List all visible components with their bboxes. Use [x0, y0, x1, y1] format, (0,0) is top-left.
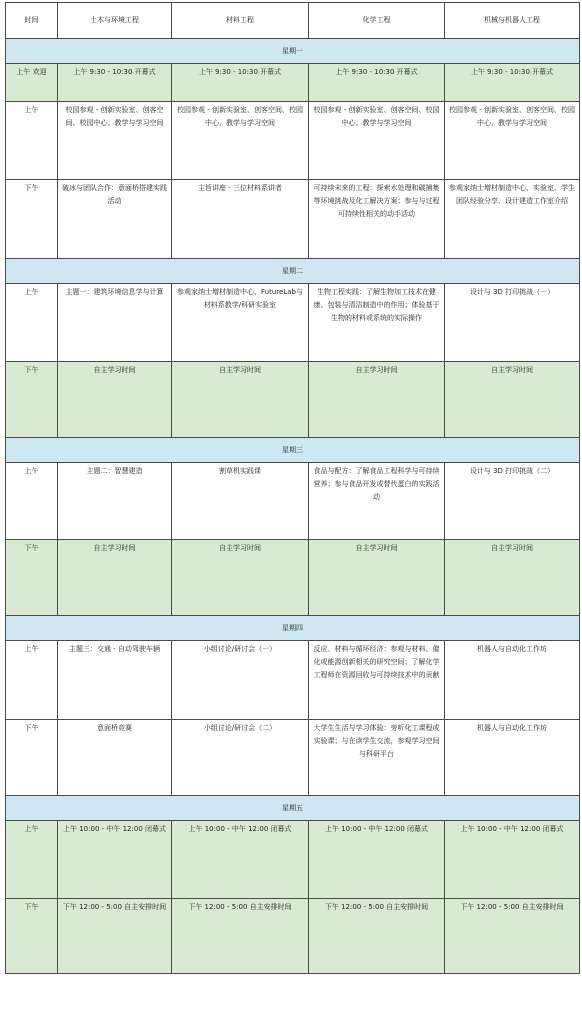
session-cell-mechanical: 校园参观 - 创新实验室、创客空间、校园中心、教学与学习空间 — [445, 102, 580, 180]
session-row — [6, 102, 580, 180]
session-cell-materials: 割草机实践课 — [172, 463, 309, 540]
header-mechanical: 机械与机器人工程 — [445, 3, 580, 39]
session-cell-chemical: 校园参观 - 创新实验室、创客空间、校园中心、教学与学习空间 — [309, 102, 445, 180]
session-cell-chemical: 反应、材料与循环经济：参观与材料、催化或能源创新相关的研究空间；了解化学工程师在资源回收与可持续技术中的贡献 — [309, 641, 445, 720]
header-row — [6, 3, 580, 39]
schedule-body — [6, 39, 580, 974]
session-cell-materials: 主旨讲座 - 三位材料系讲者 — [172, 180, 309, 259]
session-cell-mechanical: 设计与 3D 打印挑战（一） — [445, 284, 580, 362]
day-label: 星期三 — [6, 438, 580, 463]
session-time: 下午 — [6, 540, 58, 616]
session-time: 上午 — [6, 821, 58, 899]
session-row — [6, 821, 580, 899]
day-row — [6, 616, 580, 641]
session-cell-mechanical: 机器人与自动化工作坊 — [445, 641, 580, 720]
session-time: 下午 — [6, 180, 58, 259]
session-cell-chemical: 上午 10:00 - 中午 12:00 闭幕式 — [309, 821, 445, 899]
session-row — [6, 284, 580, 362]
session-cell-civil: 主题二：智慧建造 — [58, 463, 172, 540]
day-label: 星期四 — [6, 616, 580, 641]
session-cell-materials: 上午 9:30 - 10:30 开幕式 — [172, 64, 309, 102]
session-cell-mechanical: 上午 9:30 - 10:30 开幕式 — [445, 64, 580, 102]
session-cell-civil: 意面桥竞赛 — [58, 720, 172, 796]
session-time: 上午 — [6, 641, 58, 720]
session-row — [6, 362, 580, 438]
header-civil: 土木与环境工程 — [58, 3, 172, 39]
session-cell-chemical: 自主学习时间 — [309, 540, 445, 616]
session-row — [6, 180, 580, 259]
session-cell-mechanical: 机器人与自动化工作坊 — [445, 720, 580, 796]
session-cell-civil: 上午 10:00 - 中午 12:00 闭幕式 — [58, 821, 172, 899]
day-label: 星期二 — [6, 259, 580, 284]
session-cell-chemical: 生物工程实践：了解生物加工技术在健康、包装与清洁制造中的作用；体验基于生物的材料或系统的实际操作 — [309, 284, 445, 362]
header-chemical: 化学工程 — [309, 3, 445, 39]
day-row — [6, 438, 580, 463]
session-cell-materials: 校园参观 - 创新实验室、创客空间、校园中心、教学与学习空间 — [172, 102, 309, 180]
session-cell-civil: 自主学习时间 — [58, 362, 172, 438]
session-time: 下午 — [6, 899, 58, 974]
schedule-table — [5, 2, 580, 974]
session-cell-chemical: 食品与配方：了解食品工程科学与可持续营养；参与食品开发或替代蛋白的实践活动 — [309, 463, 445, 540]
session-cell-civil: 上午 9:30 - 10:30 开幕式 — [58, 64, 172, 102]
session-cell-materials: 下午 12:00 - 5:00 自主安排时间 — [172, 899, 309, 974]
session-cell-chemical: 自主学习时间 — [309, 362, 445, 438]
session-cell-civil: 校园参观 - 创新实验室、创客空间、校园中心、教学与学习空间 — [58, 102, 172, 180]
session-time: 上午 — [6, 284, 58, 362]
session-cell-mechanical: 下午 12:00 - 5:00 自主安排时间 — [445, 899, 580, 974]
session-row — [6, 899, 580, 974]
session-row — [6, 463, 580, 540]
session-cell-chemical: 上午 9:30 - 10:30 开幕式 — [309, 64, 445, 102]
session-cell-civil: 主题三：交通 - 自动驾驶车辆 — [58, 641, 172, 720]
session-time: 上午 — [6, 463, 58, 540]
session-time: 下午 — [6, 362, 58, 438]
session-cell-materials: 上午 10:00 - 中午 12:00 闭幕式 — [172, 821, 309, 899]
session-cell-mechanical: 设计与 3D 打印挑战（二） — [445, 463, 580, 540]
session-row — [6, 641, 580, 720]
header-materials: 材料工程 — [172, 3, 309, 39]
session-row — [6, 720, 580, 796]
session-cell-civil: 自主学习时间 — [58, 540, 172, 616]
session-row — [6, 64, 580, 102]
session-row — [6, 540, 580, 616]
session-cell-chemical: 下午 12:00 - 5:00 自主安排时间 — [309, 899, 445, 974]
header-time: 时间 — [6, 3, 58, 39]
session-cell-civil: 破冰与团队合作：意面桥搭建实践活动 — [58, 180, 172, 259]
session-cell-materials: 自主学习时间 — [172, 362, 309, 438]
session-cell-civil: 主题一：建筑环境信息学与计算 — [58, 284, 172, 362]
session-time: 下午 — [6, 720, 58, 796]
session-cell-chemical: 大学生生活与学习体验：旁听化工课程或实验课；与在读学生交流，参观学习空间与科研平台 — [309, 720, 445, 796]
session-cell-mechanical: 参观家纳士增材制造中心、实验室、学生团队经验分享、设计建造工作室介绍 — [445, 180, 580, 259]
session-time: 上午 — [6, 102, 58, 180]
session-time: 上午 欢迎 — [6, 64, 58, 102]
session-cell-chemical: 可持续未来的工程：探索水处理和碳捕集等环境挑战及化工解决方案；参与与过程可持续性相关的动手活动 — [309, 180, 445, 259]
day-label: 星期一 — [6, 39, 580, 64]
session-cell-mechanical: 上午 10:00 - 中午 12:00 闭幕式 — [445, 821, 580, 899]
session-cell-materials: 小组讨论/研讨会（二） — [172, 720, 309, 796]
session-cell-civil: 下午 12:00 - 5:00 自主安排时间 — [58, 899, 172, 974]
day-row — [6, 796, 580, 821]
session-cell-mechanical: 自主学习时间 — [445, 540, 580, 616]
session-cell-mechanical: 自主学习时间 — [445, 362, 580, 438]
session-cell-materials: 参观家纳士增材制造中心、FutureLab与材料系教学/科研实验室 — [172, 284, 309, 362]
day-row — [6, 259, 580, 284]
session-cell-materials: 小组讨论/研讨会（一） — [172, 641, 309, 720]
session-cell-materials: 自主学习时间 — [172, 540, 309, 616]
day-label: 星期五 — [6, 796, 580, 821]
day-row — [6, 39, 580, 64]
